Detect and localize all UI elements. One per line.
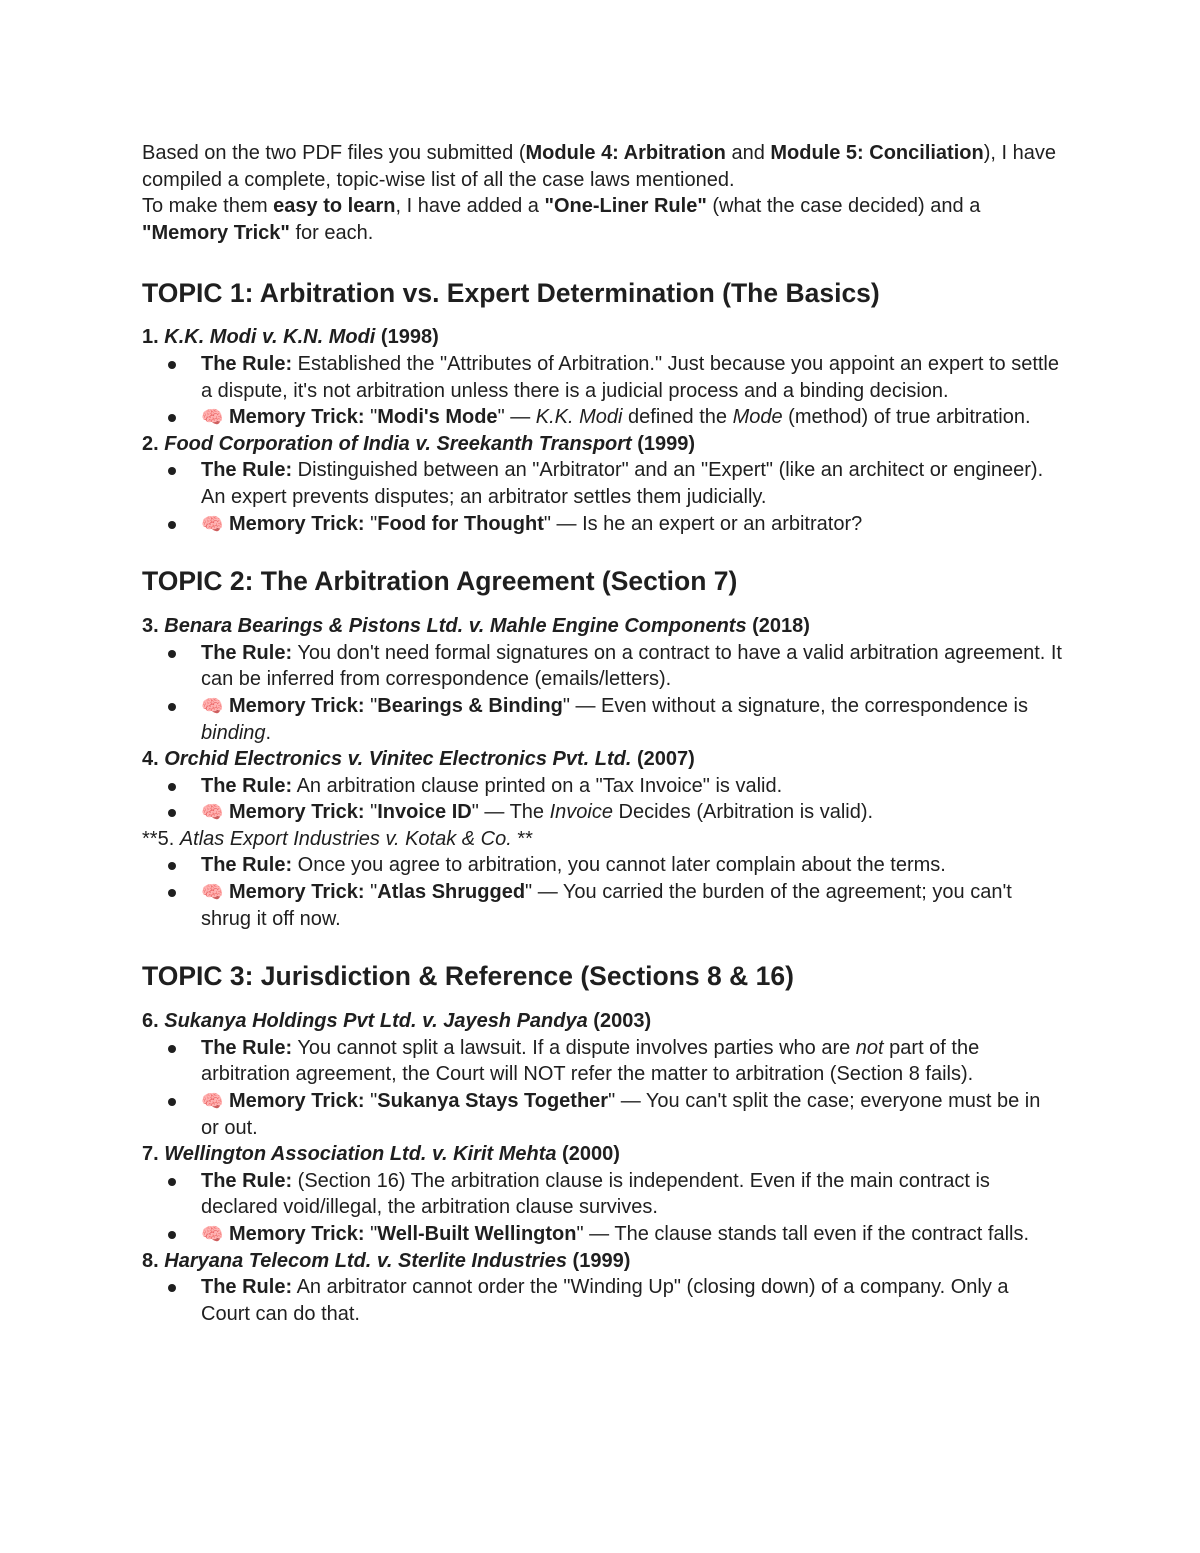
memory-trick-item [201, 404, 1062, 431]
trick-italic: K.K. Modi [535, 406, 623, 429]
memory-trick-item [201, 799, 1062, 826]
trick-text: " [364, 694, 378, 717]
trick-text: " — Is he an expert or an arbitrator? [543, 512, 863, 535]
brain-icon: 🧠 [201, 1224, 224, 1244]
trick-text: . [265, 721, 272, 744]
trick-key: Food for Thought [377, 512, 544, 535]
case-name: Atlas Export Industries v. Kotak & Co. [179, 827, 512, 850]
case-year: (1999) [631, 432, 696, 455]
intro-text: and [725, 142, 771, 164]
bullet-icon [168, 703, 176, 711]
case-name: Sukanya Holdings Pvt Ltd. v. Jayesh Pandya [164, 1010, 588, 1033]
rule-label: The Rule: [201, 854, 293, 877]
case-number: **5. [142, 827, 180, 850]
bullet-icon [168, 1178, 176, 1186]
memory-trick-item [201, 879, 1062, 932]
rule-text: You don't need formal signatures on a contract to have a valid arbitration agreement. It can be inferred from correspondence (emails/letters). [201, 641, 1062, 691]
rule-text: Established the "Attributes of Arbitration." Just because you appoint an expert to settle a dispute, it's not arbitration unless there is a judicial process and a binding decision. [201, 352, 1059, 402]
case-year: (2000) [556, 1143, 620, 1166]
trick-text: " — [497, 406, 536, 429]
intro-text: , I have added a [395, 195, 545, 218]
brain-icon: 🧠 [201, 802, 224, 823]
trick-text: " [364, 512, 378, 535]
intro-emphasis: "Memory Trick" [142, 221, 290, 244]
rule-text: An arbitration clause printed on a "Tax Invoice" is valid. [292, 774, 783, 797]
trick-label: Memory Trick: [228, 801, 365, 824]
rule-text: part of the arbitration agreement, the Court will NOT refer the matter to arbitration (Section 8 fails). [201, 1036, 980, 1086]
rule-item [201, 1168, 1062, 1221]
intro-text: for each. [289, 221, 374, 244]
case-year: (2018) [746, 615, 810, 638]
trick-text: " [364, 801, 378, 824]
trick-text: Decides (Arbitration is valid). [612, 801, 874, 824]
rule-item [201, 640, 1062, 693]
trick-text: defined the [622, 406, 733, 429]
trick-text: " — You can't split the case; everyone must be in or out. [201, 1090, 1041, 1139]
case-number: 7. [142, 1143, 165, 1166]
case-name: K.K. Modi v. K.N. Modi [164, 326, 376, 349]
bullet-icon [168, 862, 176, 870]
rule-label: The Rule: [201, 1169, 293, 1192]
case-points [142, 457, 1062, 537]
case-year: (1998) [375, 326, 439, 349]
memory-trick-item [201, 693, 1062, 746]
case-number: 4. [142, 748, 165, 771]
case-name: Food Corporation of India v. Sreekanth Transport [164, 432, 632, 455]
memory-trick-item [201, 511, 1062, 538]
case-year: (2007) [631, 748, 695, 771]
bullet-icon [168, 467, 176, 475]
rule-text: Distinguished between an "Arbitrator" and an "Expert" (like an architect or engineer). An expert prevents disputes; an arbitrator settles them judicially. [201, 459, 1044, 508]
trick-label: Memory Trick: [228, 694, 365, 717]
trick-key: Invoice ID [377, 801, 472, 824]
case-heading [142, 324, 1062, 351]
intro-text: (what the case decided) and a [706, 195, 981, 218]
trick-text: " [364, 881, 378, 904]
trick-text: " — The clause stands tall even if the contract falls. [576, 1223, 1030, 1245]
intro-text: To make them [142, 195, 274, 218]
trick-text: (method) of true arbitration. [782, 406, 1031, 429]
rule-text: You cannot split a lawsuit. If a dispute involves parties who are [292, 1036, 856, 1059]
rule-item [201, 351, 1062, 404]
trick-label: Memory Trick: [228, 1223, 365, 1245]
trick-text: " [364, 1090, 378, 1113]
trick-italic: binding [201, 721, 266, 744]
trick-label: Memory Trick: [228, 406, 365, 429]
bullet-icon [168, 1045, 176, 1053]
case-name: Benara Bearings & Pistons Ltd. v. Mahle Engine Components [164, 615, 747, 638]
document-page [142, 140, 1062, 1327]
bullet-icon [168, 783, 176, 791]
intro-emphasis: "One-Liner Rule" [544, 195, 707, 218]
topic-1-heading: TOPIC 1: Arbitration vs. Expert Determination (The Basics) [142, 278, 880, 309]
bullet-icon [168, 414, 176, 422]
module-5-title: Module 5: Conciliation [770, 142, 984, 164]
trick-key: Atlas Shrugged [377, 881, 526, 904]
trick-text: " — The [471, 801, 550, 824]
rule-item [201, 457, 1062, 510]
rule-label: The Rule: [201, 459, 293, 482]
case-year: (1999) [566, 1249, 631, 1272]
case-year: ** [511, 827, 533, 850]
trick-text: " — Even without a signature, the correspondence is [562, 694, 1028, 717]
bullet-icon [168, 1231, 176, 1239]
brain-icon: 🧠 [201, 1091, 224, 1112]
trick-label: Memory Trick: [228, 512, 365, 535]
rule-label: The Rule: [201, 774, 293, 797]
case-number: 8. [142, 1249, 165, 1272]
bullet-icon [168, 650, 176, 658]
intro-paragraph-2 [142, 193, 1062, 246]
rule-item [201, 1274, 1062, 1327]
case-heading [142, 613, 1062, 640]
case-year: (2003) [587, 1010, 652, 1033]
intro-emphasis: easy to learn [273, 195, 396, 218]
case-heading [142, 746, 1062, 773]
case-name: Haryana Telecom Ltd. v. Sterlite Industries [164, 1249, 567, 1272]
memory-trick-item [201, 1221, 1062, 1248]
case-heading [142, 1008, 1062, 1035]
case-points [142, 1168, 1062, 1248]
case-points [142, 852, 1062, 932]
rule-label: The Rule: [201, 1276, 293, 1299]
rule-text: An arbitrator cannot order the "Winding Up" (closing down) of a company. Only a Court can do that. [201, 1276, 1009, 1325]
bullet-icon [168, 889, 176, 897]
trick-key: Bearings & Binding [377, 694, 563, 717]
rule-italic: not [855, 1036, 884, 1059]
trick-text: " [364, 406, 378, 429]
rule-item [201, 1035, 1062, 1088]
case-name: Orchid Electronics v. Vinitec Electronics Pvt. Ltd. [164, 748, 632, 771]
trick-italic: Mode [732, 406, 783, 429]
case-heading [142, 1248, 1062, 1275]
bullet-icon [168, 521, 176, 529]
brain-icon: 🧠 [201, 695, 224, 716]
rule-label: The Rule: [201, 641, 293, 664]
trick-label: Memory Trick: [228, 881, 365, 904]
brain-icon: 🧠 [201, 513, 224, 534]
brain-icon: 🧠 [201, 407, 224, 428]
trick-text: " — You carried the burden of the agreement; you can't shrug it off now. [201, 881, 1012, 930]
bullet-icon [168, 361, 176, 369]
case-points [142, 1274, 1062, 1327]
rule-label: The Rule: [201, 1036, 293, 1059]
case-number: 3. [142, 615, 165, 638]
rule-text: (Section 16) The arbitration clause is independent. Even if the main contract is declared void/illegal, the arbitration clause survives. [201, 1169, 990, 1219]
trick-key: Modi's Mode [377, 406, 498, 429]
case-heading [142, 1141, 1062, 1168]
case-number: 6. [142, 1010, 165, 1033]
rule-label: The Rule: [201, 352, 293, 375]
case-points [142, 640, 1062, 746]
trick-label: Memory Trick: [228, 1090, 365, 1113]
bullet-icon [168, 1098, 176, 1106]
rule-item [201, 852, 1062, 879]
rule-text: Once you agree to arbitration, you cannot later complain about the terms. [292, 854, 946, 877]
case-name: Wellington Association Ltd. v. Kirit Mehta [164, 1143, 557, 1166]
case-number: 2. [142, 432, 165, 455]
rule-item [201, 773, 1062, 800]
trick-italic: Invoice [549, 801, 613, 824]
intro-text: ), I have compiled a complete, topic-wise list of all the case laws mentioned. [142, 142, 1056, 191]
case-points [142, 773, 1062, 826]
memory-trick-item [201, 1088, 1062, 1141]
case-points [142, 351, 1062, 431]
bullet-icon [168, 809, 176, 817]
case-heading [142, 826, 1062, 853]
bullet-icon [168, 1284, 176, 1292]
trick-key: Well-Built Wellington [377, 1223, 577, 1245]
case-heading [142, 431, 1062, 458]
module-4-title: Module 4: Arbitration [525, 142, 726, 164]
topic-2-heading: TOPIC 2: The Arbitration Agreement (Section 7) [142, 566, 738, 597]
intro-paragraph-1 [142, 140, 1062, 193]
trick-text: " [364, 1223, 378, 1245]
brain-icon: 🧠 [201, 882, 224, 903]
intro-text: Based on the two PDF files you submitted ( [142, 142, 526, 164]
trick-key: Sukanya Stays Together [377, 1090, 609, 1113]
intro-section [142, 140, 1062, 246]
case-number: 1. [142, 326, 165, 349]
topic-3-heading: TOPIC 3: Jurisdiction & Reference (Sections 8 & 16) [142, 961, 794, 992]
case-points [142, 1035, 1062, 1141]
